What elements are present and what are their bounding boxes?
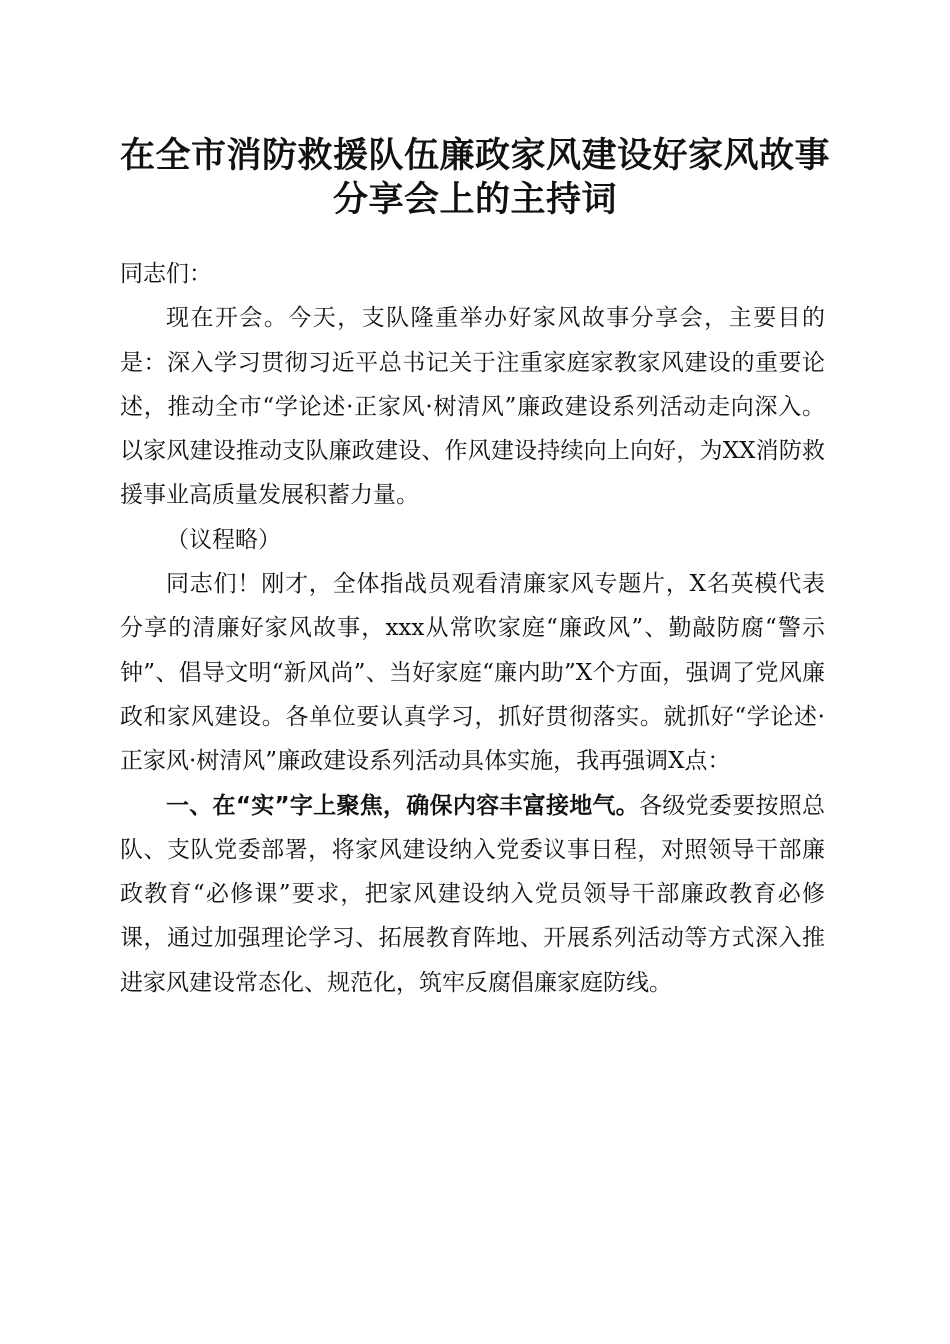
document-body	[120, 252, 825, 1005]
title-line-1: 在全市消防救援队伍廉政家风建设好家风故事	[119, 135, 830, 176]
point-1-heading: 一、在“实”字上聚焦，确保内容丰富接地气。	[166, 792, 640, 819]
paragraph-summary: 同志们！刚才，全体指战员观看清廉家风专题片，X名英模代表分享的清廉好家风故事，xxx从常吹家庭“廉政风”、勤敲防腐“警示钟”、倡导文明“新风尚”、当好家庭“廉内助”X个方面，强调了党风廉政和家风建设。各单位要认真学习，抓好贯彻落实。就抓好“学论述·正家风·树清风”廉政建设系列活动具体实施，我再强调X点：	[120, 571, 825, 775]
point-1-body: 各级党委要按照总队、支队党委部署，将家风建设纳入党委议事日程，对照领导干部廉政教育“必修课”要求，把家风建设纳入党员领导干部廉政教育必修课，通过加强理论学习、拓展教育阵地、开展系列活动等方式深入推进家风建设常态化、规范化，筑牢反腐倡廉家庭防线。	[120, 792, 826, 996]
paragraph-opening: 现在开会。今天，支队隆重举办好家风故事分享会，主要目的是：深入学习贯彻习近平总书记关于注重家庭家教家风建设的重要论述，推动全市“学论述·正家风·树清风”廉政建设系列活动走向深入。以家风建设推动支队廉政建设、作风建设持续向上向好，为XX消防救援事业高质量发展积蓄力量。	[120, 305, 825, 509]
salutation: 同志们：	[120, 261, 212, 287]
paragraph-point-1	[120, 784, 825, 1005]
title-line-2: 分享会上的主持词	[332, 179, 617, 220]
paragraph-agenda-note: （议程略）	[166, 526, 281, 553]
document-title	[100, 134, 850, 222]
